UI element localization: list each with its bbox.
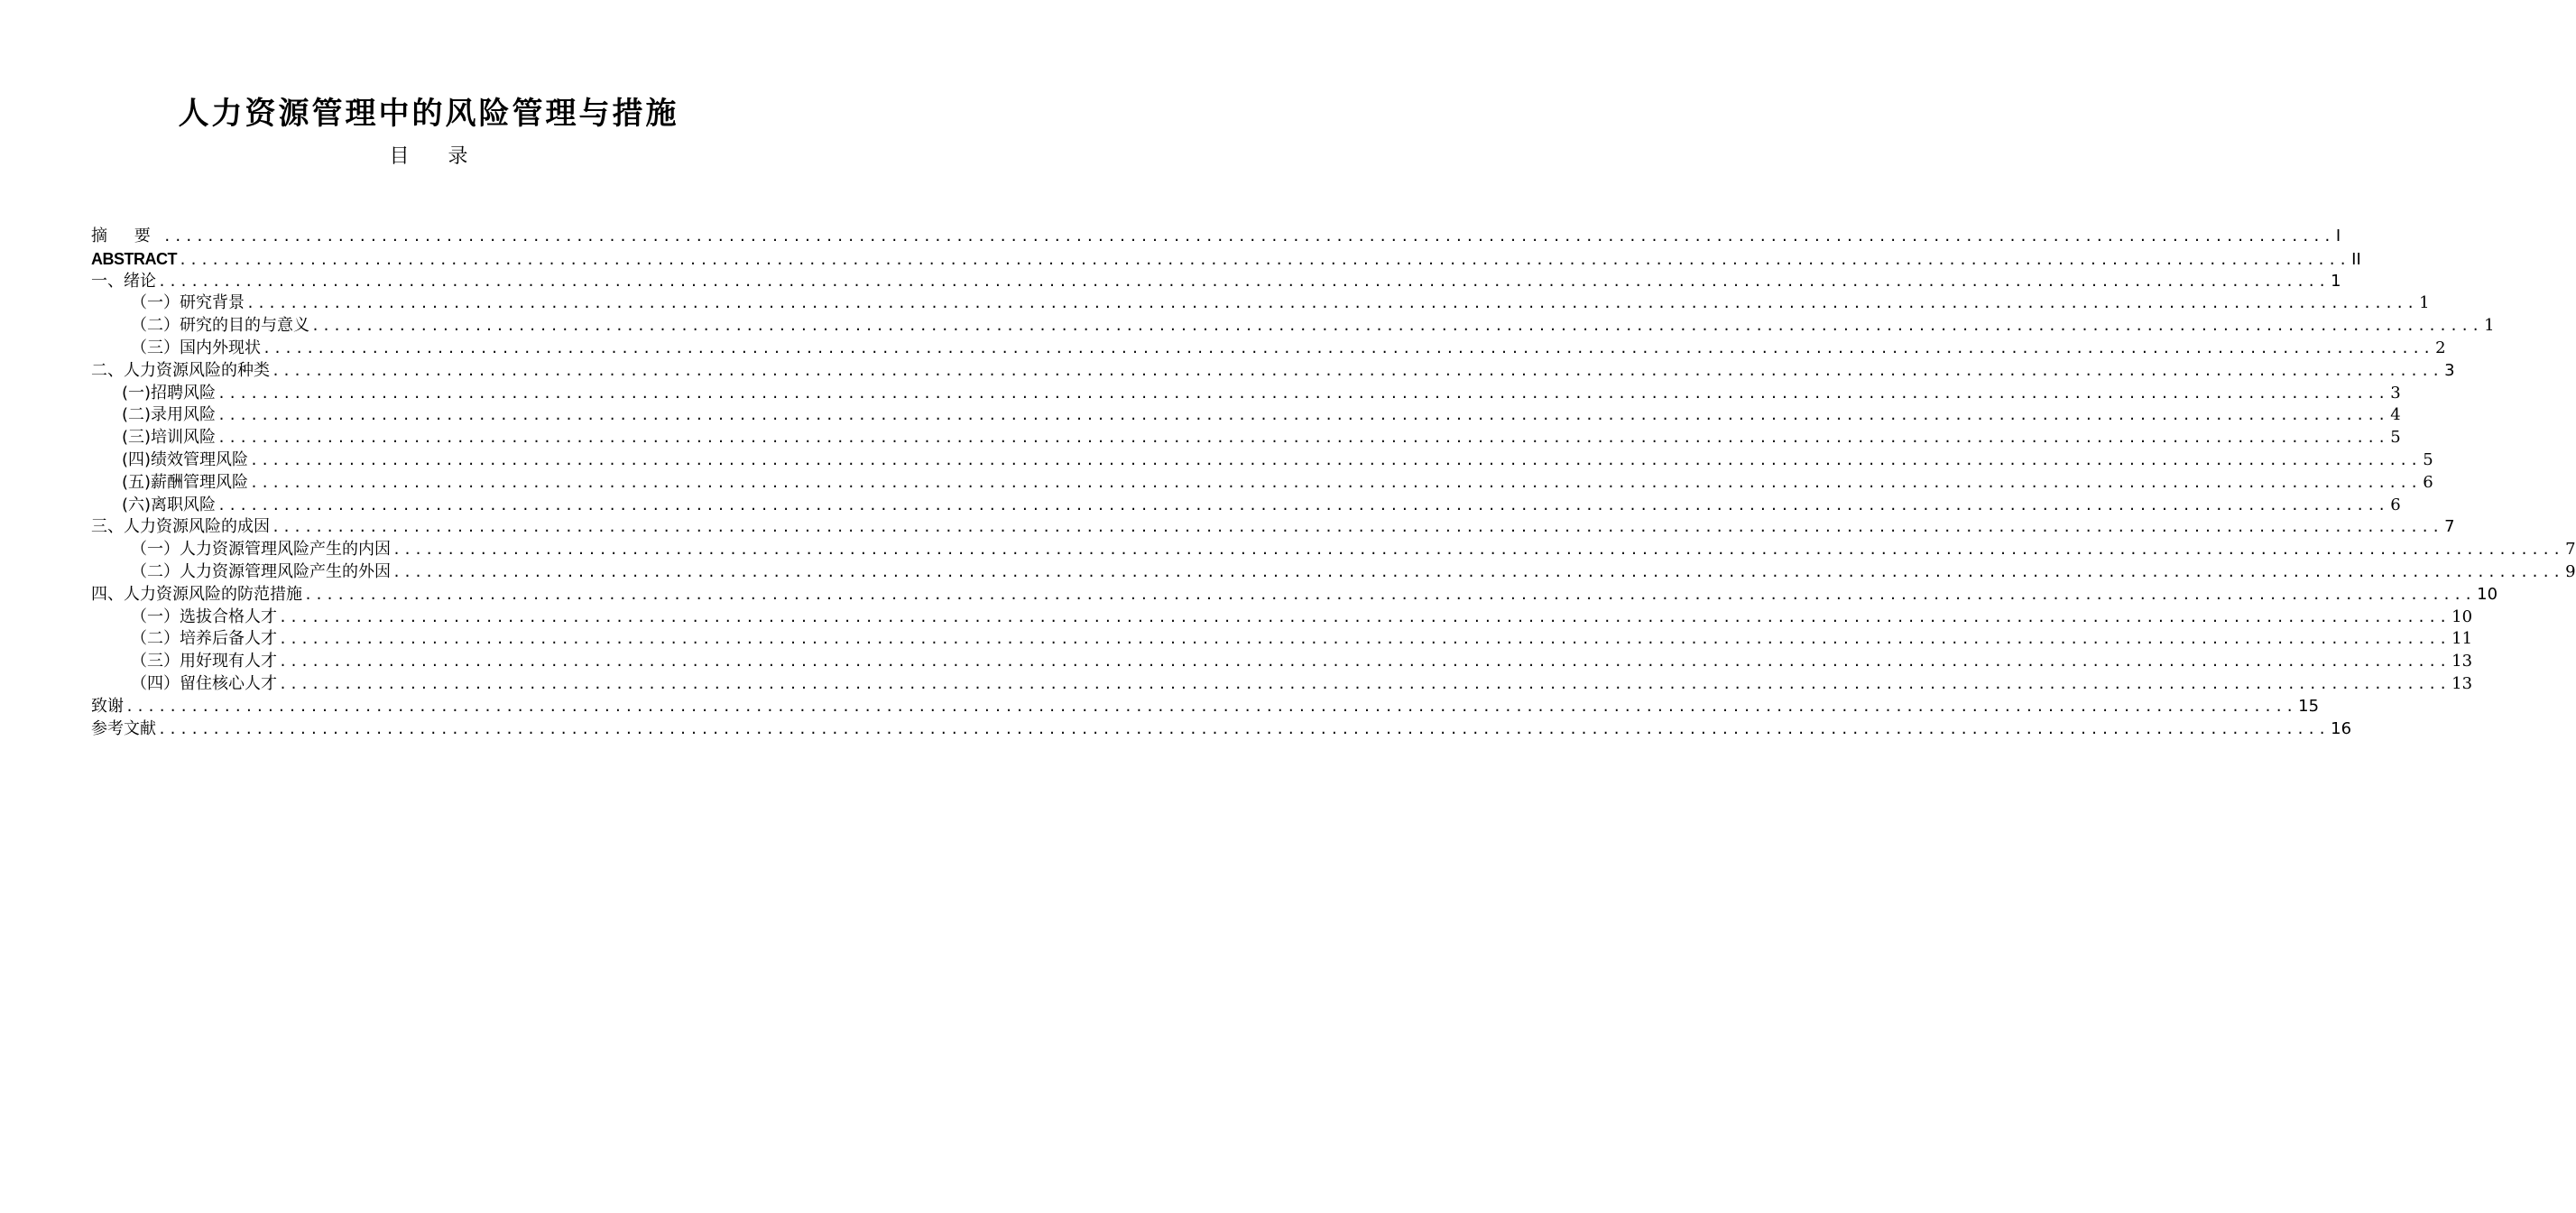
toc-entry-title: (一)招聘风险 bbox=[122, 383, 217, 403]
toc-dot-leader: ........................................................................................................................................................................................................ bbox=[246, 295, 2418, 312]
toc-dot-leader: ........................................................................................................................................................................................................ bbox=[125, 698, 2297, 715]
toc-entry[interactable] bbox=[91, 561, 2576, 584]
toc-entry[interactable] bbox=[91, 696, 2320, 718]
toc-dot-leader: ........................................................................................................................................................................................................ bbox=[279, 653, 2451, 671]
toc-dot-leader: ........................................................................................................................................................................................................ bbox=[217, 407, 2389, 424]
toc-entry[interactable] bbox=[91, 427, 2401, 449]
toc-entry-page: 10 bbox=[2451, 606, 2473, 626]
toc-entry[interactable] bbox=[91, 449, 2433, 472]
toc-dot-leader: ........................................................................................................................................................................................................ bbox=[217, 496, 2389, 514]
toc-dot-leader: ........................................................................................................................................................................................................ bbox=[158, 273, 2330, 290]
toc-dot-leader: ........................................................................................................................................................................................................ bbox=[272, 362, 2443, 379]
toc-entry[interactable] bbox=[91, 338, 2446, 360]
toc-dot-leader: ........................................................................................................................................................................................................ bbox=[250, 474, 2422, 491]
toc-entry-page: 3 bbox=[2390, 383, 2401, 403]
toc-entry-page: 16 bbox=[2331, 718, 2352, 738]
toc-entry-title: （一）选拔合格人才 bbox=[131, 606, 277, 626]
toc-entry[interactable] bbox=[91, 673, 2473, 696]
toc-entry-page: I bbox=[2335, 227, 2341, 245]
table-of-contents bbox=[91, 226, 2576, 740]
toc-entry[interactable] bbox=[91, 271, 2341, 293]
toc-entry-title: ABSTRACT bbox=[91, 249, 177, 268]
toc-entry[interactable] bbox=[91, 516, 2455, 539]
toc-entry-page: 6 bbox=[2423, 472, 2433, 492]
toc-entry[interactable] bbox=[91, 472, 2433, 495]
toc-entry-page: 7 bbox=[2444, 517, 2455, 537]
toc-entry-title: （二）研究的目的与意义 bbox=[131, 316, 309, 336]
toc-entry[interactable] bbox=[91, 539, 2576, 561]
toc-entry-title: （一）人力资源管理风险产生的内因 bbox=[131, 540, 391, 560]
toc-entry[interactable] bbox=[91, 495, 2401, 517]
toc-entry[interactable] bbox=[91, 226, 2341, 248]
toc-entry[interactable] bbox=[91, 315, 2495, 338]
toc-dot-leader: ........................................................................................................................................................................................................ bbox=[179, 251, 2350, 268]
toc-entry-title: 摘 要 bbox=[91, 227, 162, 245]
toc-entry-page: 1 bbox=[2419, 293, 2430, 313]
toc-entry-title: （三）用好现有人才 bbox=[131, 652, 277, 671]
toc-entry-title: （二）培养后备人才 bbox=[131, 629, 277, 649]
toc-entry-title: 二、人力资源风险的种类 bbox=[91, 360, 270, 380]
toc-dot-leader: ........................................................................................................................................................................................................ bbox=[392, 563, 2564, 580]
toc-entry-page: 9 bbox=[2565, 561, 2576, 581]
toc-dot-leader: ........................................................................................................................................................................................................ bbox=[250, 451, 2422, 468]
page-title: 人力资源管理中的风险管理与措施 bbox=[178, 96, 679, 132]
toc-entry[interactable] bbox=[91, 584, 2498, 606]
toc-entry[interactable] bbox=[91, 606, 2473, 629]
toc-entry-page: 7 bbox=[2565, 540, 2576, 560]
toc-entry-page: 13 bbox=[2451, 652, 2473, 671]
toc-entry-title: 一、绪论 bbox=[91, 271, 156, 291]
toc-dot-leader: ........................................................................................................................................................................................................ bbox=[217, 384, 2389, 402]
toc-dot-leader: ........................................................................................................................................................................................................ bbox=[217, 430, 2389, 447]
toc-entry-title: 四、人力资源风险的防范措施 bbox=[91, 584, 302, 604]
toc-entry-page: 1 bbox=[2331, 271, 2341, 291]
toc-entry[interactable] bbox=[91, 628, 2473, 651]
toc-entry-page: 13 bbox=[2451, 673, 2473, 693]
toc-entry-page: 4 bbox=[2390, 405, 2401, 425]
toc-dot-leader: ........................................................................................................................................................................................................ bbox=[304, 586, 2476, 603]
toc-entry-page: 10 bbox=[2477, 584, 2498, 604]
toc-entry-title: （三）国内外现状 bbox=[131, 338, 261, 357]
toc-dot-leader: ........................................................................................................................................................................................................ bbox=[162, 228, 2334, 245]
toc-entry-title: 参考文献 bbox=[91, 718, 156, 738]
toc-entry-page: 2 bbox=[2435, 338, 2446, 357]
toc-dot-leader: ........................................................................................................................................................................................................ bbox=[272, 519, 2443, 536]
toc-heading: 目 录 bbox=[389, 145, 485, 168]
toc-dot-leader: ........................................................................................................................................................................................................ bbox=[392, 542, 2564, 559]
toc-entry-page: 11 bbox=[2451, 629, 2473, 649]
toc-entry-title: （四）留住核心人才 bbox=[131, 673, 277, 693]
toc-entry[interactable] bbox=[91, 292, 2430, 315]
toc-entry-title: (二)录用风险 bbox=[122, 405, 217, 425]
toc-entry-page: 15 bbox=[2298, 696, 2320, 716]
toc-dot-leader: ........................................................................................................................................................................................................ bbox=[158, 720, 2330, 737]
toc-entry[interactable] bbox=[91, 651, 2473, 673]
toc-entry[interactable] bbox=[91, 360, 2455, 383]
toc-entry-page: 1 bbox=[2484, 316, 2495, 336]
toc-entry[interactable] bbox=[91, 718, 2352, 741]
toc-entry-page: 6 bbox=[2390, 495, 2401, 514]
toc-entry-page: 3 bbox=[2444, 360, 2455, 380]
toc-entry-page: 5 bbox=[2390, 428, 2401, 448]
toc-dot-leader: ........................................................................................................................................................................................................ bbox=[263, 339, 2434, 356]
toc-entry-title: (三)培训风险 bbox=[122, 428, 217, 448]
toc-entry-title: (四)绩效管理风险 bbox=[122, 449, 249, 469]
toc-entry[interactable] bbox=[91, 404, 2401, 427]
toc-entry[interactable] bbox=[91, 383, 2401, 405]
toc-entry-page: 5 bbox=[2423, 449, 2433, 469]
toc-dot-leader: ........................................................................................................................................................................................................ bbox=[279, 675, 2451, 692]
toc-entry-title: 三、人力资源风险的成因 bbox=[91, 517, 270, 537]
toc-entry-page: II bbox=[2351, 249, 2361, 269]
toc-entry-title: (五)薪酬管理风险 bbox=[122, 472, 249, 492]
toc-entry-title: （二）人力资源管理风险产生的外因 bbox=[131, 561, 391, 581]
toc-dot-leader: ........................................................................................................................................................................................................ bbox=[311, 318, 2483, 335]
toc-entry-title: 致谢 bbox=[91, 696, 124, 716]
toc-dot-leader: ........................................................................................................................................................................................................ bbox=[279, 631, 2451, 648]
toc-entry-title: （一）研究背景 bbox=[131, 293, 245, 313]
toc-entry[interactable] bbox=[91, 248, 2361, 271]
toc-entry-title: (六)离职风险 bbox=[122, 495, 217, 514]
toc-dot-leader: ........................................................................................................................................................................................................ bbox=[279, 608, 2451, 625]
